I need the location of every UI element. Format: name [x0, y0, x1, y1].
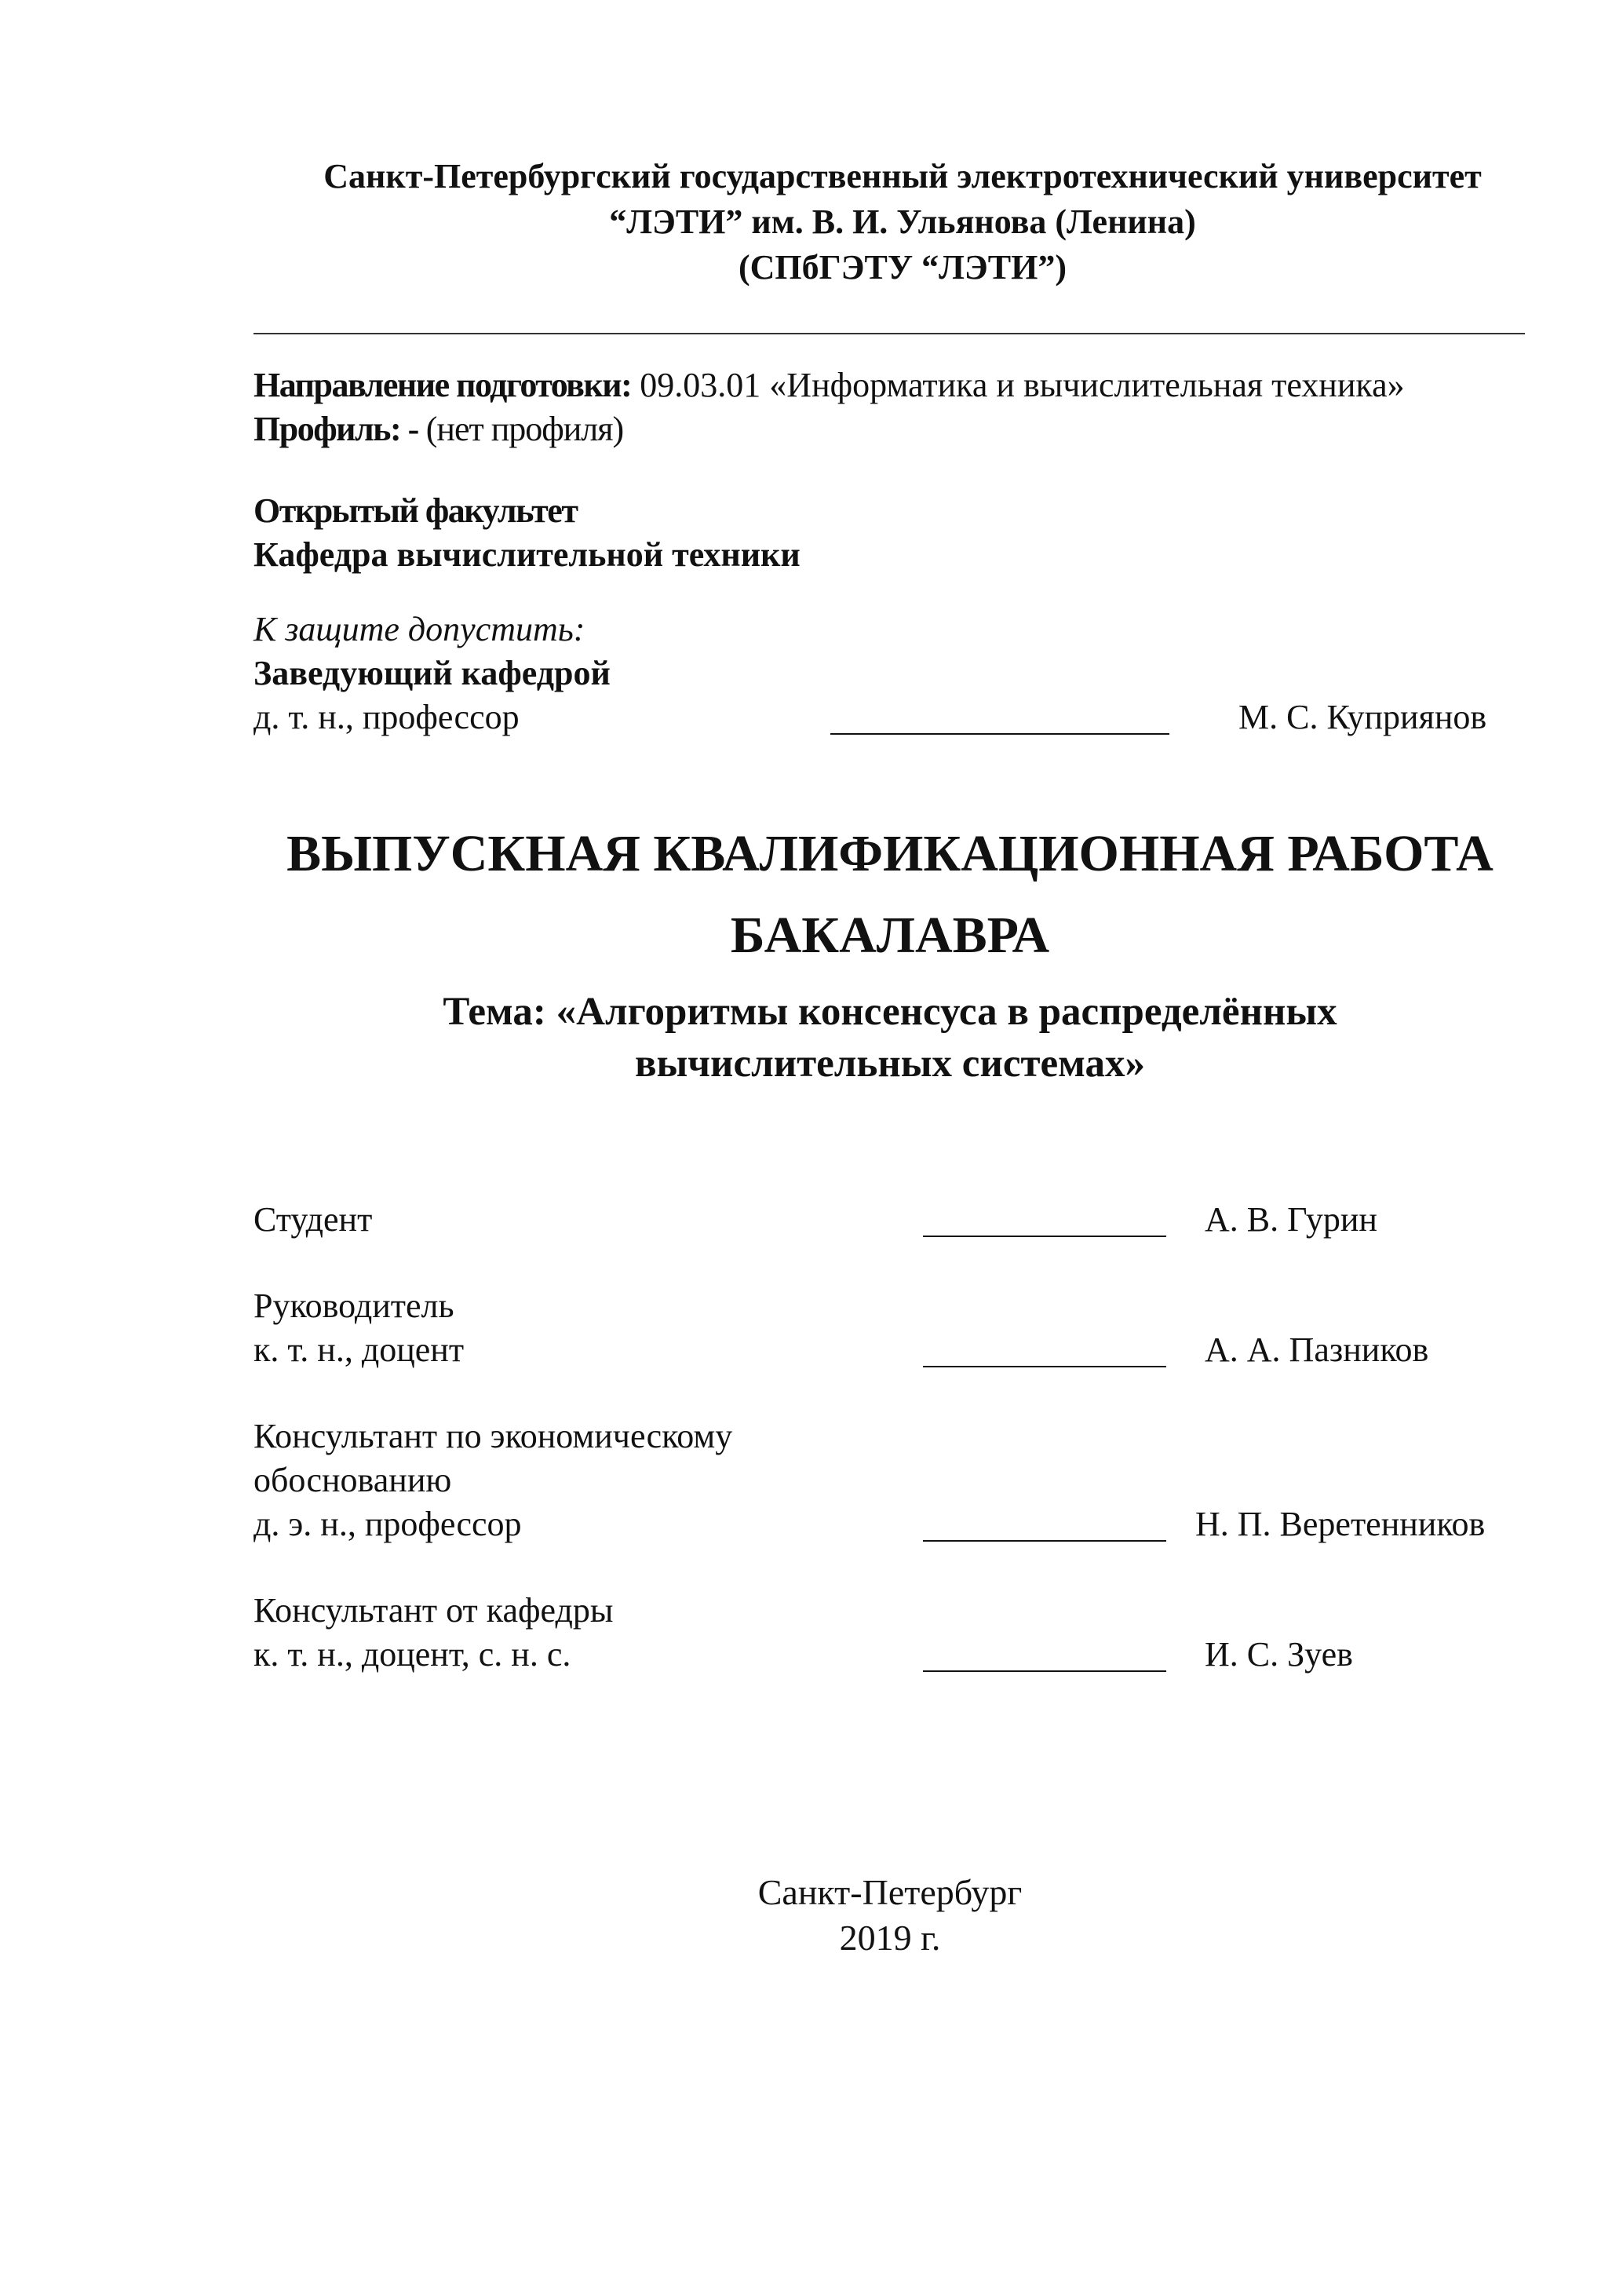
admit-to-defense: К защите допустить: — [253, 610, 585, 648]
direction-label: Направление подготовки: — [253, 366, 632, 404]
student-signature-line — [923, 1206, 1166, 1241]
city: Санкт-Петербург — [757, 1872, 1023, 1912]
head-degree: д. т. н., профессор — [253, 698, 520, 736]
head-signature-line — [830, 703, 1169, 739]
thesis-topic — [157, 986, 1623, 1090]
topic-line-2: вычислительных системах» — [634, 1042, 1146, 1086]
title-line-1: ВЫПУСКНАЯ КВАЛИФИКАЦИОННАЯ РАБОТА — [286, 825, 1494, 882]
student-name: А. В. Гурин — [1205, 1200, 1377, 1239]
year: 2019 г. — [839, 1918, 941, 1958]
university-header — [235, 154, 1570, 290]
supervisor-signature-line — [923, 1336, 1166, 1371]
department-consultant-role: Консультант от кафедры — [253, 1591, 614, 1630]
head-of-department: Заведующий кафедрой — [253, 654, 611, 692]
supervisor-name: А. А. Пазников — [1205, 1331, 1429, 1369]
program-direction — [253, 363, 1405, 407]
economics-consultant-role-1: Консультант по экономическому — [253, 1417, 733, 1455]
department-consultant-signature-line — [923, 1641, 1166, 1676]
economics-consultant-name: Н. П. Веретенников — [1195, 1505, 1486, 1543]
profile-label: Профиль: - — [253, 410, 418, 448]
economics-consultant-signature-line — [923, 1510, 1166, 1546]
place-and-year — [157, 1870, 1623, 1961]
university-named-after: “ЛЭТИ” им. В. И. Ульянова (Ленина) — [609, 203, 1196, 241]
title-line-2: БАКАЛАВРА — [730, 907, 1050, 964]
document-title — [157, 813, 1623, 976]
header-divider — [253, 333, 1525, 334]
department-consultant-name: И. С. Зуев — [1205, 1635, 1353, 1674]
student-label: Студент — [253, 1200, 373, 1239]
supervisor-degree: к. т. н., доцент — [253, 1331, 465, 1369]
economics-consultant-degree: д. э. н., профессор — [253, 1505, 522, 1543]
head-name: М. С. Куприянов — [1238, 698, 1487, 736]
university-abbreviation: (СПбГЭТУ “ЛЭТИ”) — [739, 248, 1067, 287]
faculty-name: Открытый факультет — [253, 491, 578, 530]
university-name: Санкт-Петербургский государственный электротехнический университет — [323, 157, 1482, 195]
topic-line-1: Тема: «Алгоритмы консенсуса в распределённых — [443, 990, 1337, 1034]
supervisor-role: Руководитель — [253, 1287, 454, 1325]
profile-value: (нет профиля) — [418, 410, 624, 448]
department-consultant-degree: к. т. н., доцент, с. н. с. — [253, 1635, 571, 1674]
direction-value: 09.03.01 «Информатика и вычислительная техника» — [631, 366, 1405, 404]
economics-consultant-role-2: обоснованию — [253, 1461, 452, 1499]
department-name: Кафедра вычислительной техники — [253, 535, 801, 574]
program-profile — [253, 407, 623, 451]
